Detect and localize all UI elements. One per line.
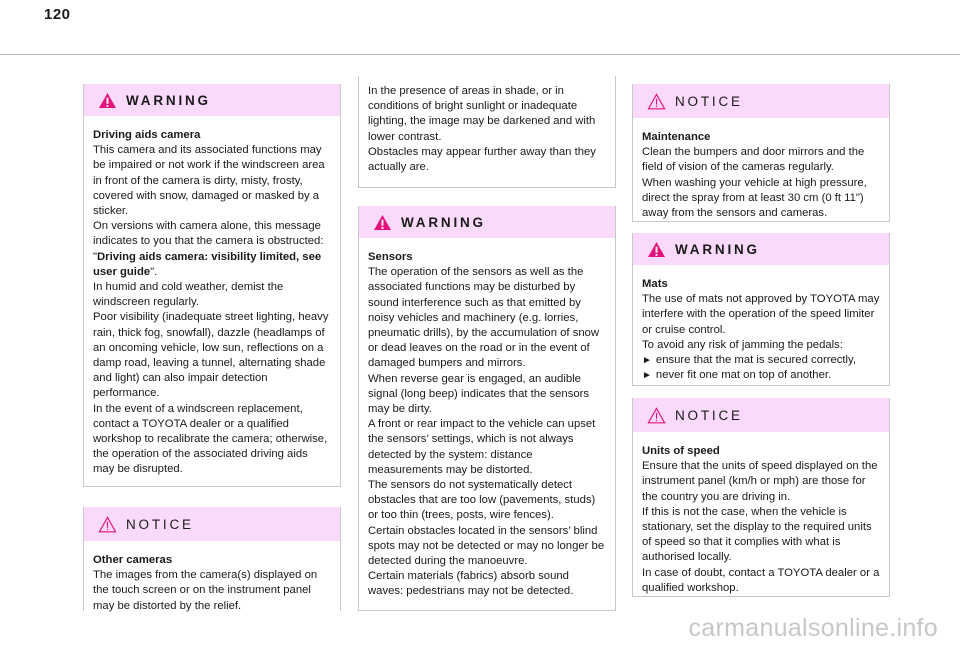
notice-title: NOTICE [675, 93, 743, 109]
paragraph: In case of doubt, contact a TOYOTA dealer or a qualified workshop. [642, 566, 880, 594]
warning-header [359, 206, 615, 238]
display-message: Driving aids camera: visibility limited, see user guide [93, 250, 322, 278]
paragraph: Clean the bumpers and door mirrors and the field of vision of the cameras regularly. [642, 146, 865, 174]
header-rule [0, 54, 960, 55]
warning-title: WARNING [675, 241, 760, 257]
warning-box-mats [632, 233, 890, 386]
warning-body [359, 238, 615, 609]
paragraph: When washing your vehicle at high pressure, direct the spray from at least 30 cm (0 ft 11") away from the sensors and cameras. [642, 176, 867, 220]
column-2 [358, 76, 616, 611]
paragraph: When reverse gear is engaged, an audible signal (long beep) indicates that the sensors may be dirty. [368, 372, 590, 416]
warning-body [633, 265, 889, 392]
section-title: Maintenance [642, 131, 711, 143]
paragraph: Poor visibility (inadequate street lighting, heavy rain, thick fog, snowfall), dazzle (headlamps of an oncoming vehicle, low sun, reflections on a damp road, leaving a tunnel, alternating shade and light) can also impair detection performance. [93, 311, 329, 400]
section-title: Units of speed [642, 445, 720, 457]
notice-title: NOTICE [126, 516, 194, 532]
list-item: ► never fit one mat on top of another. [642, 369, 832, 382]
paragraph: To avoid any risk of jamming the pedals: [642, 338, 843, 351]
section-title: Mats [642, 278, 668, 290]
notice-box-maintenance [632, 84, 890, 222]
warning-box-driving-aids-camera [83, 84, 341, 487]
paragraph: On versions with camera alone, this message indicates to you that the camera is obstructed: "Driving aids camera: visibility limited, see user guide". [93, 220, 324, 278]
paragraph: Obstacles may appear further away than they actually are. [368, 145, 596, 174]
paragraph: In humid and cold weather, demist the windscreen regularly. [93, 281, 284, 309]
notice-triangle-icon [647, 93, 666, 110]
continued-box-camera [358, 76, 616, 188]
notice-box-other-cameras [83, 507, 341, 611]
warning-body [84, 116, 340, 487]
bullet-arrow-icon: ► [642, 355, 652, 367]
notice-header [633, 84, 889, 118]
notice-triangle-icon [98, 516, 117, 533]
notice-body [633, 118, 889, 230]
notice-title: NOTICE [675, 407, 743, 423]
watermark: carmanualsonline.info [688, 614, 938, 642]
warning-title: WARNING [126, 92, 211, 108]
paragraph: A front or rear impact to the vehicle can upset the sensors’ settings, which is not always detected by the system: distance measurements may be distorted. [368, 418, 596, 476]
paragraph: The images from the camera(s) displayed on the touch screen or on the instrument panel may be distorted by the relief. [93, 569, 318, 612]
warning-box-sensors [358, 206, 616, 611]
paragraph: If this is not the case, when the vehicle is stationary, set the display to the required units of speed so that it complies with what is authorised locally. [642, 505, 872, 564]
paragraph: The use of mats not approved by TOYOTA may interfere with the operation of the speed limiter or cruise control. [642, 293, 880, 336]
warning-header [84, 84, 340, 116]
column-1 [83, 84, 341, 611]
continued-body [359, 76, 615, 184]
warning-triangle-icon [98, 92, 117, 109]
warning-triangle-icon [373, 214, 392, 231]
notice-triangle-icon [647, 407, 666, 424]
bullet-arrow-icon: ► [642, 370, 652, 382]
paragraph: This camera and its associated functions may be impaired or not work if the windscreen area in front of the camera is dirty, misty, frosty, covered with snow, damaged or masked by a sticker. [93, 144, 325, 218]
notice-header [84, 507, 340, 541]
page-number: 120 [44, 6, 71, 23]
list-item: ► ensure that the mat is secured correctly, [642, 354, 856, 367]
paragraph: Certain obstacles located in the sensors’ blind spots may not be detected or may no longer be detected during the manoeuvre. [368, 524, 605, 568]
paragraph: Ensure that the units of speed displayed on the instrument panel (km/h or mph) are those for the country you are driving in. [642, 460, 878, 503]
section-title: Driving aids camera [93, 129, 201, 141]
paragraph: The operation of the sensors as well as the associated functions may be disturbed by sound interference such as that emitted by noisy vehicles and machinery (e.g. lorries, pneumatic drills), by the accumulation of snow or dead leaves on the road or in the event of damaged bumpers and mirrors. [368, 266, 600, 370]
warning-header [633, 233, 889, 265]
notice-body [84, 541, 340, 623]
column-3 [632, 84, 890, 597]
notice-box-units-of-speed [632, 398, 890, 597]
section-title: Sensors [368, 251, 413, 263]
paragraph: The sensors do not systematically detect obstacles that are too low (pavements, studs) or too thin (trees, posts, wire fences). [368, 479, 596, 522]
warning-triangle-icon [647, 241, 666, 258]
notice-header [633, 398, 889, 432]
paragraph: Certain materials (fabrics) absorb sound waves: pedestrians may not be detected. [368, 570, 574, 598]
notice-body [633, 432, 889, 605]
paragraph: In the event of a windscreen replacement, contact a TOYOTA dealer or a qualified workshop to recalibrate the camera; otherwise, the operation of the associated driving aids may be disrupted. [93, 402, 328, 476]
paragraph: In the presence of areas in shade, or in conditions of bright sunlight or inadequate lighting, the image may be darkened and with lower contrast. [368, 85, 596, 143]
section-title: Other cameras [93, 554, 173, 566]
warning-title: WARNING [401, 214, 486, 230]
